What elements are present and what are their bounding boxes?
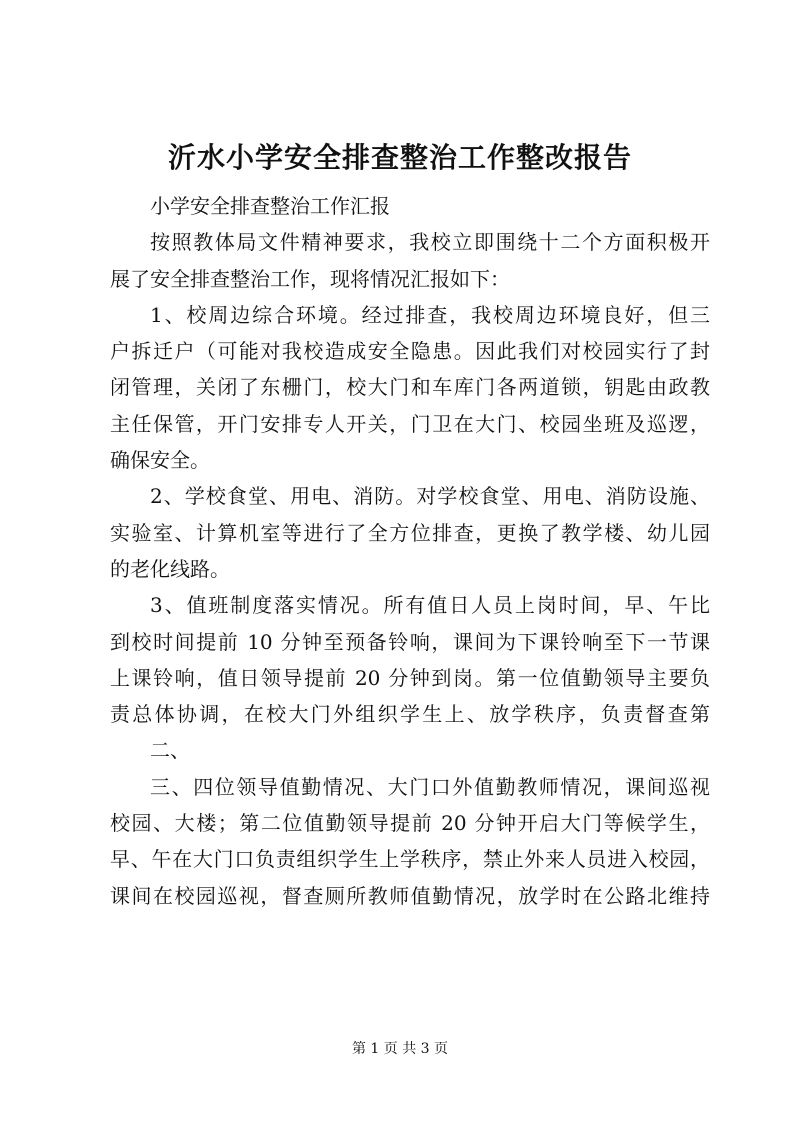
paragraph-line: 校园、大楼；第二位值勤领导提前 20 分钟开启大门等候学生，: [110, 811, 710, 836]
paragraph-line: 责总体协调，在校大门外组织学生上、放学秩序，负责督查第: [110, 702, 710, 727]
paragraph-line: 二、: [150, 738, 190, 763]
document-title: 沂水小学安全排查整治工作整改报告: [167, 141, 632, 174]
paragraph-line: 三、四位领导值勤情况、大门口外值勤教师情况，课间巡视: [150, 774, 710, 799]
paragraph-line: 上课铃响，值日领导提前 20 分钟到岗。第一位值勤领导主要负: [110, 665, 710, 690]
paragraph-line: 到校时间提前 10 分钟至预备铃响，课间为下课铃响至下一节课: [110, 629, 710, 654]
paragraph-line: 按照教体局文件精神要求，我校立即围绕十二个方面积极开: [150, 230, 710, 255]
paragraph-line: 早、午在大门口负责组织学生上学秩序，禁止外来人员进入校园，: [110, 847, 710, 872]
paragraph-line: 3、值班制度落实情况。所有值日人员上岗时间，早、午比: [150, 593, 710, 618]
document-body: [110, 188, 710, 914]
paragraph-line: 户拆迁户（可能对我校造成安全隐患。因此我们对校园实行了封: [110, 339, 710, 364]
paragraph-line: 2、学校食堂、用电、消防。对学校食堂、用电、消防设施、: [150, 484, 710, 509]
paragraph-line: 展了安全排查整治工作，现将情况汇报如下：: [110, 266, 510, 291]
paragraph-line: 确保安全。: [110, 448, 210, 473]
paragraph-line: 实验室、计算机室等进行了全方位排查，更换了教学楼、幼儿园: [110, 520, 710, 545]
paragraph-line: 的老化线路。: [110, 556, 230, 581]
section-subtitle: 小学安全排查整治工作汇报: [150, 194, 390, 218]
paragraph-line: 闭管理，关闭了东栅门，校大门和车库门各两道锁，钥匙由政教: [110, 375, 710, 400]
paragraph-line: 1、校周边综合环境。经过排查，我校周边环境良好，但三: [150, 302, 710, 327]
paragraph-line: 主任保管，开门安排专人开关，门卫在大门、校园坐班及巡逻，: [110, 411, 710, 436]
page-number-footer: 第 1 页 共 3 页: [351, 1041, 449, 1057]
paragraph-line: 课间在校园巡视，督查厕所教师值勤情况，放学时在公路北维持: [110, 883, 710, 908]
